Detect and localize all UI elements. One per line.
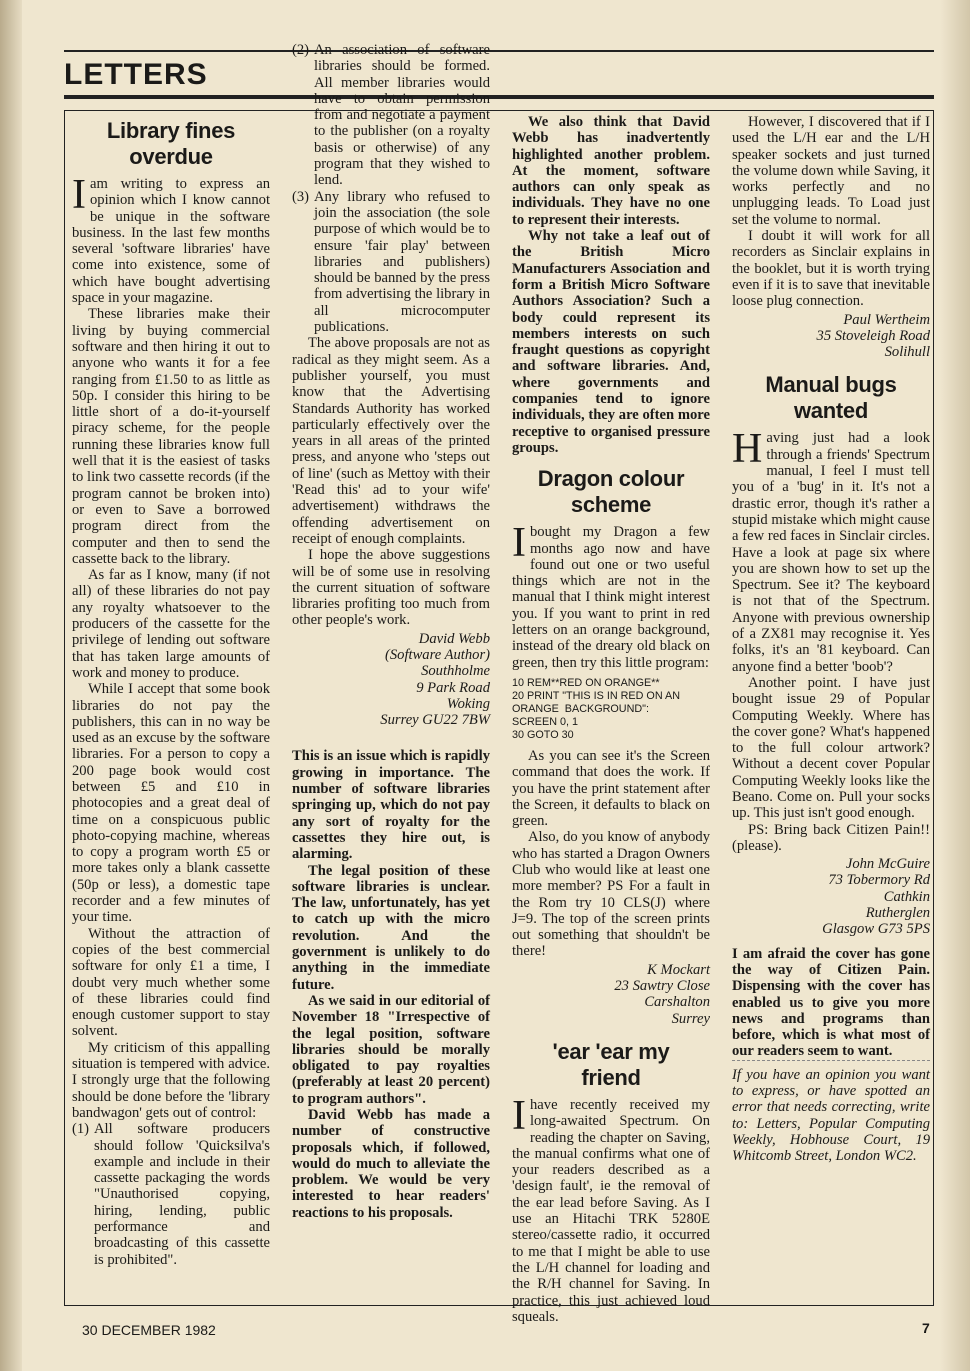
letter-ear-signature — [732, 312, 930, 361]
reply-para-1: This is an issue which is rapidly growing in importance. The number of software libraries springing up, which do not pay any sort of royalty for the cassettes they hire out, is alarming. — [292, 748, 490, 863]
sig-line: 35 Stoveleigh Road — [816, 327, 930, 344]
sig-line: Glasgow G73 5PS — [822, 921, 930, 938]
sig-line: Solihull — [884, 344, 930, 361]
issue-date: 30 DECEMBER 1982 — [82, 1322, 216, 1338]
sig-line: David Webb — [418, 630, 490, 647]
code-line: 10 REM**RED ON ORANGE** — [512, 676, 660, 689]
sig-line: Cathkin — [883, 888, 930, 905]
write-to-us-notice: If you have an opinion you want to express, or have spotted an error that needs correcting, write to: Letters, Popular Computing Weekly, Hobhouse Court, 19 Whitcomb Street, London WC2. — [732, 1060, 930, 1165]
reply-para-4: David Webb has made a number of constructive proposals which, if followed, would do much to alleviate the problem. We would be very interested to hear readers' reactions to his proposals. — [292, 1107, 490, 1221]
code-line: SCREEN 0, 1 — [512, 715, 579, 728]
top-rule — [64, 50, 934, 52]
letter-library-para-6: My criticism of this appalling situation is tempered with advice. I strongly urge that the following should be done before the 'library bandwagon' gets out of control: — [72, 1039, 270, 1121]
reply-para-6: Why not take a leaf out of the British Micro Manufacturers Association and form a British Micro Software Authors Association? Such a body could represent its members interests on such fraught questions as copyright and software libraries. And, where governments and companies tend to ignore individuals, they are often more receptive to organised pressure groups. — [512, 228, 710, 456]
code-line: 30 GOTO 30 — [512, 728, 574, 741]
dropcap: H — [732, 426, 763, 473]
letter-library-headline — [72, 118, 270, 170]
letter-library-para-2: These libraries make their living by buying commercial software and then hiring it out to anyone who wants it for a fee ranging from £1.50 to as little as 50p. I consider this hiring to be little short of a do-it-yourself piracy scheme, for the people running these libraries know full well that it is the easiest of tasks to link two cassette records (if the program cannot be broken into) or even to Save a borrowed program direct from the computer and then to send the cassette back to the library. — [72, 306, 270, 567]
proposal-text: Any library who refused to join the association (the sole purpose of which would be to ensure 'fair play' between libraries and publishers) should be banned by the press from advertising the library in all microcomputer publications. — [314, 188, 490, 336]
dropcap: I — [512, 1092, 526, 1139]
page-number: 7 — [922, 1320, 930, 1336]
headline-line-2: friend — [581, 1064, 641, 1090]
letter-ear-para-3: I doubt it will work for all recorders as Sinclair explains in the booklet, but it is worth trying even if it is to save that inevitable loose plug connection. — [732, 228, 930, 310]
proposal-2 — [292, 42, 490, 189]
proposal-1 — [72, 1121, 270, 1268]
sig-line: Surrey GU22 7BW — [380, 712, 490, 729]
sig-line: John McGuire — [845, 856, 930, 873]
letter-ear-headline — [512, 1039, 710, 1091]
letter-library-para-4: While I accept that some book libraries do not pay the publishers, this can in no way be used as an excuse by the software libraries. For a person to copy a 200 page book would cost between £5 and £10 in photocopies and a great deal of time on a conspicuous public photo-copying machine, whereas to copy a program worth £5 or more takes only a blank cassette (50p or less), a domestic tape recorder and a few minutes of your time. — [72, 681, 270, 926]
sig-line: Carshalton — [644, 994, 710, 1011]
column-3 — [512, 114, 710, 1325]
headline-line-2: scheme — [570, 492, 652, 518]
letter-library-signature — [292, 631, 490, 729]
letter-manual-para-2: Another point. I have just bought issue 29 of Popular Computing Weekly. Where has the cover gone? What's happened to the full colour artwork? Without a decent cover Popular Computing Weekly looks like the Beano. Come on. Pull your socks up. This just isn't good enough. — [732, 674, 930, 822]
headline-line-2: overdue — [129, 144, 213, 169]
letter-dragon-headline — [512, 466, 710, 518]
letter-manual-headline — [732, 372, 930, 424]
headline-line-1: Dragon colour — [537, 466, 685, 492]
headline-line-1: Manual bugs — [765, 372, 897, 398]
dropcap: I — [72, 172, 86, 218]
section-title: LETTERS — [64, 58, 208, 91]
reply-para-2: The legal position of these software libraries is unclear. The law, unfortunately, has yet to catch up with the micro revolution. And the government is unlikely to do anything in the immediate future. — [292, 862, 490, 993]
page-edge-shadow — [940, 0, 970, 1371]
letter-library-para-8: I hope the above suggestions will be of some use in resolving the current situation of software libraries profiting too much from other people's work. — [292, 547, 490, 629]
basic-program-listing — [512, 677, 710, 742]
editor-reply-library — [292, 748, 490, 1221]
editor-reply-manual: I am afraid the cover has gone the way of Citizen Pain. Dispensing with the cover has enabled us to give you more news and programs than before, which is what most of our readers seem to want. — [732, 945, 930, 1060]
sig-line: 73 Tobermory Rd — [828, 872, 930, 889]
letter-library-para-5: Without the attraction of copies of the best commercial software for only £1 a time, I doubt very much whether some of these libraries could find enough customer support to stay solvent. — [72, 925, 270, 1040]
proposal-number: (3) — [292, 188, 310, 205]
code-line: 20 PRINT "THIS IS IN RED ON AN — [512, 689, 681, 702]
sig-line: Rutherglen — [865, 905, 930, 922]
letter-dragon-para-3: Also, do you know of anybody who has started a Dragon Owners Club who would like at least one more member? PS For a fault in the Rom try 10 CLS(J) where J=9. The top of the screen prints out something that shouldn't be there! — [512, 829, 710, 960]
dropcap: I — [512, 520, 526, 567]
sig-line: 9 Park Road — [416, 679, 490, 696]
headline-line-1: 'ear 'ear my — [552, 1038, 670, 1064]
proposal-text: An association of software libraries should be formed. All member libraries would have to obtain permission from and negotiate a payment to the publisher (on a royalty basis or otherwise) of any program that they wished to lend. — [314, 42, 490, 189]
letter-ear-para-2: However, I discovered that if I used the L/H ear and the L/H speaker sockets and just turned the volume down while Saving, it works perfectly and no unplugging leads. To Load just set the volume to normal. — [732, 114, 930, 228]
letter-ear-para-1: Ihave recently received my long-awaited Spectrum. On reading the chapter on Saving, the manual confirms what one of your readers described as a 'design fault', ie the removal of the ear lead before Saving. As I use an Hitachi TRK 5280E stereo/cassette radio, it occurred to me that I might be able to use the L/H channel for loading and the R/H channel for Saving. In practice, this just achieved loud squeals. — [512, 1092, 710, 1325]
letter-library-para-3: As far as I know, many (if not all) of these libraries do not pay any royalty whatsoever to the producers of the cassette for the privilege of lending out software that has taken large amounts of work and money to produce. — [72, 567, 270, 681]
headline-line-1: Library fines — [106, 118, 236, 143]
sig-line: K Mockart — [647, 961, 710, 978]
proposal-3 — [292, 189, 490, 336]
column-2 — [292, 42, 490, 1304]
reply-para-3: As we said in our editorial of November 18 "Irrespective of the legal position, software libraries should be morally obligated to pay royalties (preferably at least 20 percent) to program authors". — [292, 992, 490, 1107]
letter-manual-para-1: Having just had a look through a friends' Spectrum manual, I feel I must tell you of a 'bug' in it. It's not a drastic error, though it's rather a stupid mistake which might cause a few red faces in Sinclair circles. Have a look at page six where you are shown how to set up the Spectrum. See it? The keyboard is not that of the Spectrum. Anyone with previous ownership of a ZX81 may recognise it. Yes folks, it's an '81 keyboard. Can anyone find a better 'boob'? — [732, 426, 930, 675]
code-line: ORANGE BACKGROUND": — [512, 702, 650, 715]
proposal-number: (1) — [72, 1121, 90, 1138]
letter-dragon-signature — [512, 962, 710, 1027]
sig-line: Southholme — [421, 663, 490, 680]
headline-line-2: wanted — [794, 398, 868, 424]
sig-line: Surrey — [671, 1010, 710, 1027]
title-rule — [64, 95, 934, 99]
sig-line: Paul Wertheim — [843, 311, 930, 328]
letter-library-para-1: Iam writing to express an opinion which I know cannot be unique in the software business. In the last few months several 'software libraries' have come into existence, some of which have bought advertising space in your magazine. — [72, 172, 270, 307]
letter-manual-signature — [732, 856, 930, 937]
reply-para-5: We also think that David Webb has inadvertently highlighted another problem. At the moment, software authors can only speak as individuals. They have no one to represent their interests. — [512, 114, 710, 228]
proposal-text: All software producers should follow 'Quicksilva's example and include in their cassette packaging the words "Unauthorised copying, hiring, lending, public performance and broadcasting of this cassette is prohibited". — [94, 1121, 270, 1268]
sig-line: Woking — [446, 695, 490, 712]
letter-dragon-para-1: Ibought my Dragon a few months ago now and have found out one or two useful things which are not in the manual that I think might interest you. If you want to print in red letters on an orange background, instead of the dreary old black on green, then try this little program: — [512, 520, 710, 671]
letter-dragon-para-2: As you can see it's the Screen command that does the work. If you have the print statement after the Screen, it defaults to black on green. — [512, 747, 710, 830]
sig-line: 23 Sawtry Close — [614, 978, 710, 995]
letter-manual-para-3: PS: Bring back Citizen Pain!! (please). — [732, 821, 930, 854]
proposal-number: (2) — [292, 42, 310, 58]
sig-line: (Software Author) — [385, 646, 490, 663]
column-4 — [732, 114, 930, 1304]
editor-reply-library-continued — [512, 114, 710, 456]
column-1 — [72, 114, 270, 1304]
page-gutter-shadow — [0, 0, 22, 1371]
letter-library-para-7: The above proposals are not as radical as they might seem. As a publisher yourself, you must know that the Advertising Standards Authority has worked particularly effectively over the years in all areas of the printed press, and anyone who 'steps out of line' (such as Mettoy with their 'Read this' ad to your wife' advertisement) withdraws the offending advertisement on receipt of enough complaints. — [292, 335, 490, 547]
